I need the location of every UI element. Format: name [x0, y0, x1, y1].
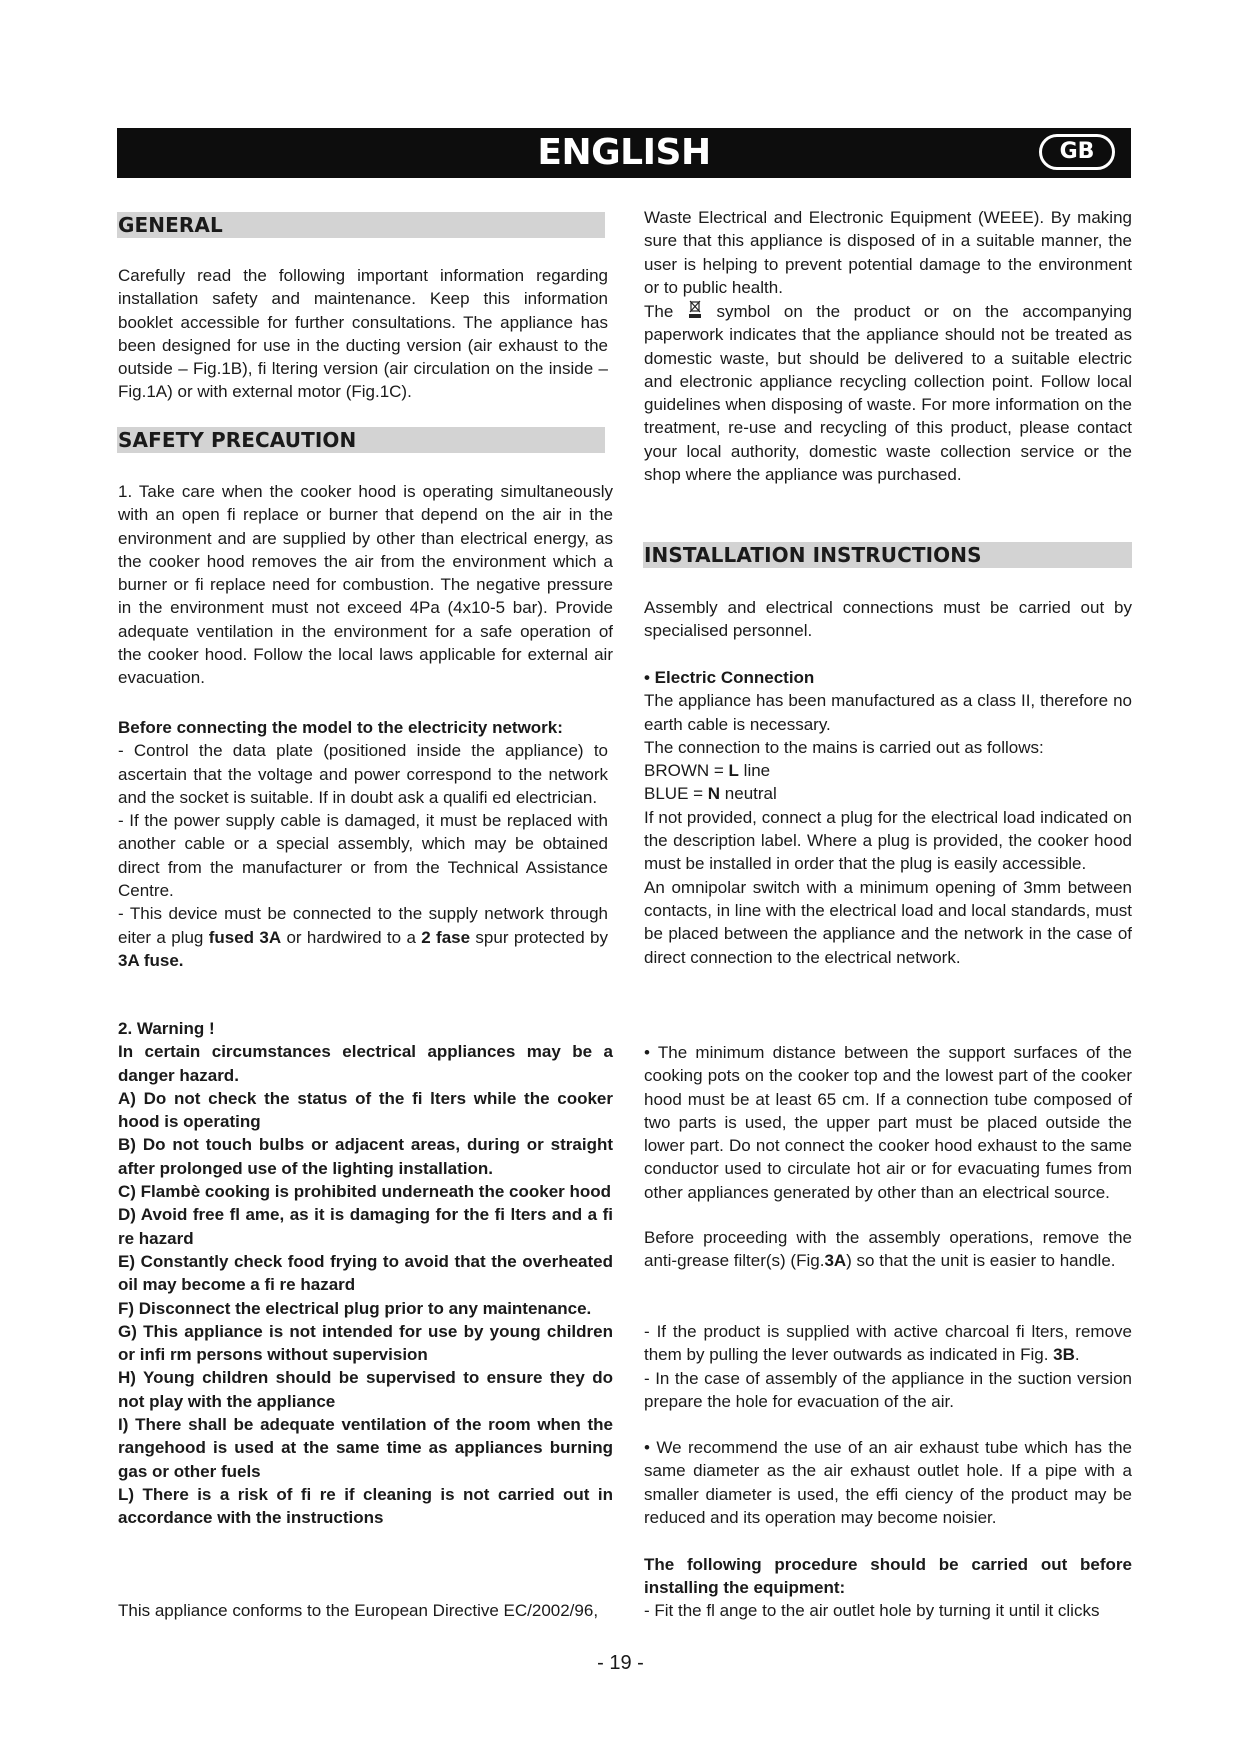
warning-title: 2. Warning ! — [118, 1019, 215, 1038]
safety-paragraph: 1. Take care when the cooker hood is operating simultaneously with an open fi replace or burner that depend on the air in the environment and are supplied by other than electrical energy, as the cooker hood removes the air from the environment which a burner or fi replace need for combustion. The negative pressure in the environment must not exceed 4Pa (4x10-5 bar). Provide adequate ventilation in the environment for a safe operation of the cooker hood. Follow the local laws applicable for external air evacuation. — [118, 482, 613, 688]
warning-line: B) Do not touch bulbs or adjacent areas, during or straight after prolonged use of the lighting installation. — [118, 1135, 613, 1178]
warning-line: I) There shall be adequate ventilation of the room when the rangehood is used at the same time as appliances burning gas or other fuels — [118, 1415, 613, 1481]
flange-text: - Fit the fl ange to the air outlet hole by turning it until it clicks — [644, 1601, 1100, 1620]
procedure-heading: The following procedure should be carried out before installing the equipment: — [644, 1555, 1132, 1598]
weee-paragraph: Waste Electrical and Electronic Equipment (WEEE). By making sure that this appliance is disposed of in a suitable manner, the user is helping to prevent potential damage to the environment or to public health. — [644, 208, 1132, 297]
minimum-distance-paragraph: • The minimum distance between the support surfaces of the cooking pots on the cooker top and the lowest part of the cooker hood must be at least 65 cm. If a connection tube composed of two parts is used, the upper part must be placed outside the lower part. Do not connect the cooker hood exhaust to the same conductor used to circulate hot air or for evacuating fumes from other appliances generated by other than an electrical source. — [644, 1043, 1132, 1202]
installation-intro: Assembly and electrical connections must be carried out by specialised personnel. — [644, 598, 1132, 641]
conforms-text: This appliance conforms to the European Directive EC/2002/96, — [118, 1601, 599, 1620]
warning-line: A) Do not check the status of the fi lters while the cooker hood is operating — [118, 1088, 613, 1132]
mains-connection-text: The connection to the mains is carried out as follows: — [644, 737, 1044, 757]
exhaust-tube-paragraph: • We recommend the use of an air exhaust tube which has the same diameter as the air exhaust outlet hole. If a pipe with a smaller diameter is used, the effi ciency of the product may be reduced and its operation may become noisier. — [644, 1438, 1132, 1527]
suction-version-text: - In the case of assembly of the appliance in the suction version prepare the hole for evacuation of the air. — [644, 1368, 1132, 1411]
before-item-fuse: - This device must be connected to the supply network through eiter a plug fused 3A or hardwired to a 2 fase spur protected by 3A fuse. — [118, 904, 609, 970]
before-assembly-paragraph: Before proceeding with the assembly operations, remove the anti-grease filter(s) (Fig.3A) so that the unit is easier to handle. — [644, 1228, 1132, 1271]
section-heading-general: GENERAL — [117, 212, 605, 238]
before-connecting-heading: Before connecting the model to the electricity network: — [118, 718, 563, 737]
warning-line: In certain circumstances electrical appliances may be a danger hazard. — [118, 1042, 613, 1085]
charcoal-filter-block — [644, 1320, 1132, 1413]
charcoal-filter-text: - If the product is supplied with active charcoal fi lters, remove them by pulling the lever outwards as indicated in Fig. 3B. — [644, 1322, 1132, 1365]
page-number: - 19 - — [597, 1652, 644, 1674]
plug-text: If not provided, connect a plug for the electrical load indicated on the description label. Where a plug is provided, the cooker hood must be installed in order that the plug is easily accessible. — [644, 807, 1132, 874]
section-heading-safety: SAFETY PRECAUTION — [117, 427, 605, 453]
before-item-cable: - If the power supply cable is damaged, it must be replaced with another cable or a special assembly, which may be obtained direct from the manufacturer or from the Technical Assistance Centre. — [118, 811, 608, 901]
warning-block — [118, 1017, 613, 1530]
class-ii-text: The appliance has been manufactured as a class II, therefore no earth cable is necessary. — [644, 691, 1132, 734]
weee-symbol-paragraph: The symbol on the product or on the accompanying paperwork indicates that the appliance should not be treated as domestic waste, but should be delivered to a suitable electric and electronic appliance recycling collection point. Follow local guidelines when disposing of waste. For more information on the treatment, re-use and recycling of this product, please contact your local authority, domestic waste collection service or the shop where the appliance was purchased. — [644, 298, 1132, 486]
page-title: ENGLISH — [537, 132, 711, 173]
warning-line: C) Flambè cooking is prohibited underneath the cooker hood — [118, 1182, 612, 1202]
brown-wire-text: BROWN = L line — [644, 761, 771, 781]
language-banner — [117, 128, 1131, 178]
country-badge: GB — [1039, 134, 1115, 170]
warning-line: L) There is a risk of fi re if cleaning is not carried out in accordance with the instructions — [118, 1484, 613, 1528]
electric-connection-title: • Electric Connection — [644, 668, 815, 687]
blue-wire-text: BLUE = N neutral — [644, 784, 777, 804]
section-heading-installation: INSTALLATION INSTRUCTIONS — [643, 542, 1132, 568]
warning-line: G) This appliance is not intended for use by young children or infi rm persons without supervision — [118, 1321, 613, 1365]
omnipolar-switch-text: An omnipolar switch with a minimum opening of 3mm between contacts, in line with the electrical load and local standards, must be placed between the appliance and the network in the case of direct connection to the electrical network. — [644, 877, 1132, 967]
warning-line: D) Avoid free fl ame, as it is damaging for the fi lters and a fi re hazard — [118, 1205, 613, 1248]
before-item-data-plate: - Control the data plate (positioned inside the appliance) to ascertain that the voltage and power correspond to the network and the socket is suitable. If in doubt ask a qualifi ed electrician. — [118, 741, 608, 807]
warning-line: H) Young children should be supervised to ensure they do not play with the appliance — [118, 1368, 613, 1411]
crossed-bin-icon — [689, 298, 701, 320]
warning-line: F) Disconnect the electrical plug prior to any maintenance. — [118, 1298, 592, 1318]
electric-connection-block — [644, 666, 1132, 969]
warning-line: E) Constantly check food frying to avoid that the overheated oil may become a fi re hazard — [118, 1251, 613, 1295]
general-paragraph: Carefully read the following important information regarding installation safety and maintenance. Keep this information booklet accessible for further consultations. The appliance has been designed for use in the ducting version (air exhaust to the outside – Fig.1B), fi ltering version (air circulation on the inside – Fig.1A) or with external motor (Fig.1C). — [118, 266, 608, 402]
before-connecting-block — [118, 716, 608, 972]
